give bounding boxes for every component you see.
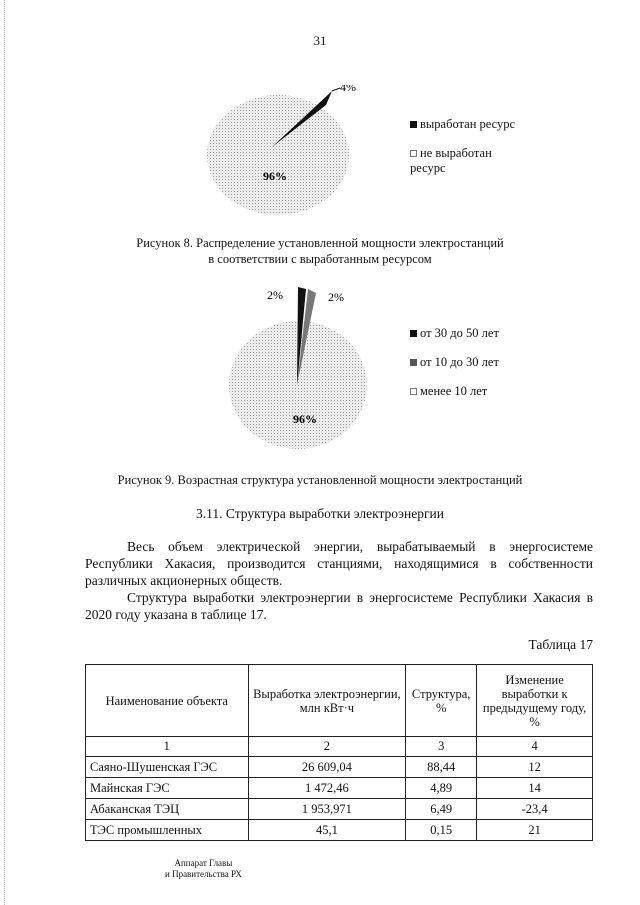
legend-figure-8 — [410, 117, 515, 176]
data-label-4: 4% — [340, 85, 356, 94]
pie-chart-resource — [200, 85, 580, 235]
legend-item-30-50: от 30 до 50 лет — [410, 326, 499, 341]
table-row: ТЭС промышленных 45,1 0,15 21 — [86, 820, 593, 841]
legend-swatch-light — [410, 150, 417, 157]
figure-9 — [225, 285, 375, 470]
data-label-96: 96% — [263, 169, 287, 183]
paragraph-1: Весь объем электрической энергии, вырабатываемый в энергосистеме Республики Хакасия, производится станциями, находящимися в собственности различных акционерных обществ. — [85, 539, 593, 588]
legend-item-not-used-cont: ресурс — [410, 161, 446, 175]
pie-slice-not-used — [207, 95, 349, 215]
page-number: 31 — [313, 33, 327, 48]
legend-item-under-10: менее 10 лет — [410, 384, 499, 399]
footer-stamp: Аппарат Главы и Правительства РХ — [165, 858, 242, 879]
table-17 — [85, 664, 593, 841]
table-row: Абаканская ТЭЦ 1 953,971 6,49 -23,4 — [86, 799, 593, 820]
table-row: Майнская ГЭС 1 472,46 4,89 14 — [86, 778, 593, 799]
header-output: Выработка электроэнергии, млн кВт·ч — [248, 665, 406, 737]
header-change: Изменение выработки к предыдущему году, % — [477, 665, 593, 737]
label-leader-line — [332, 88, 340, 91]
data-label-96: 96% — [293, 412, 317, 426]
legend-figure-9 — [410, 326, 499, 399]
pie-chart-age — [225, 285, 375, 465]
section-heading: 3.11. Структура выработки электроэнергии — [196, 506, 444, 521]
table-label: Таблица 17 — [528, 637, 593, 652]
figure-8 — [200, 85, 580, 240]
legend-swatch-mid — [410, 359, 417, 366]
table-header-row — [86, 665, 593, 737]
figure-9-caption: Рисунок 9. Возрастная структура установленной мощности электростанций — [117, 473, 523, 487]
legend-swatch-dark — [410, 121, 417, 128]
header-structure: Структура, % — [406, 665, 477, 737]
data-label-2a: 2% — [267, 288, 283, 302]
legend-swatch-dark — [410, 330, 417, 337]
paragraph-2: Структура выработки электроэнергии в энергосистеме Республики Хакасия в 2020 году указана в таблице 17. — [85, 590, 593, 622]
legend-item-10-30: от 10 до 30 лет — [410, 355, 499, 370]
header-name: Наименование объекта — [86, 665, 249, 737]
legend-swatch-light — [410, 388, 417, 395]
figure-8-caption: Рисунок 8. Распределение установленной мощности электростанций в соответствии с выработанным ресурсом — [136, 236, 504, 266]
data-label-2b: 2% — [328, 290, 344, 304]
legend-item-not-used: не выработан — [410, 146, 515, 161]
legend-item-used: выработан ресурс — [410, 117, 515, 132]
table-row: Саяно-Шушенская ГЭС 26 609,04 88,44 12 — [86, 757, 593, 778]
scan-edge-dots — [4, 0, 6, 905]
table-number-row: 1 2 3 4 — [86, 737, 593, 757]
